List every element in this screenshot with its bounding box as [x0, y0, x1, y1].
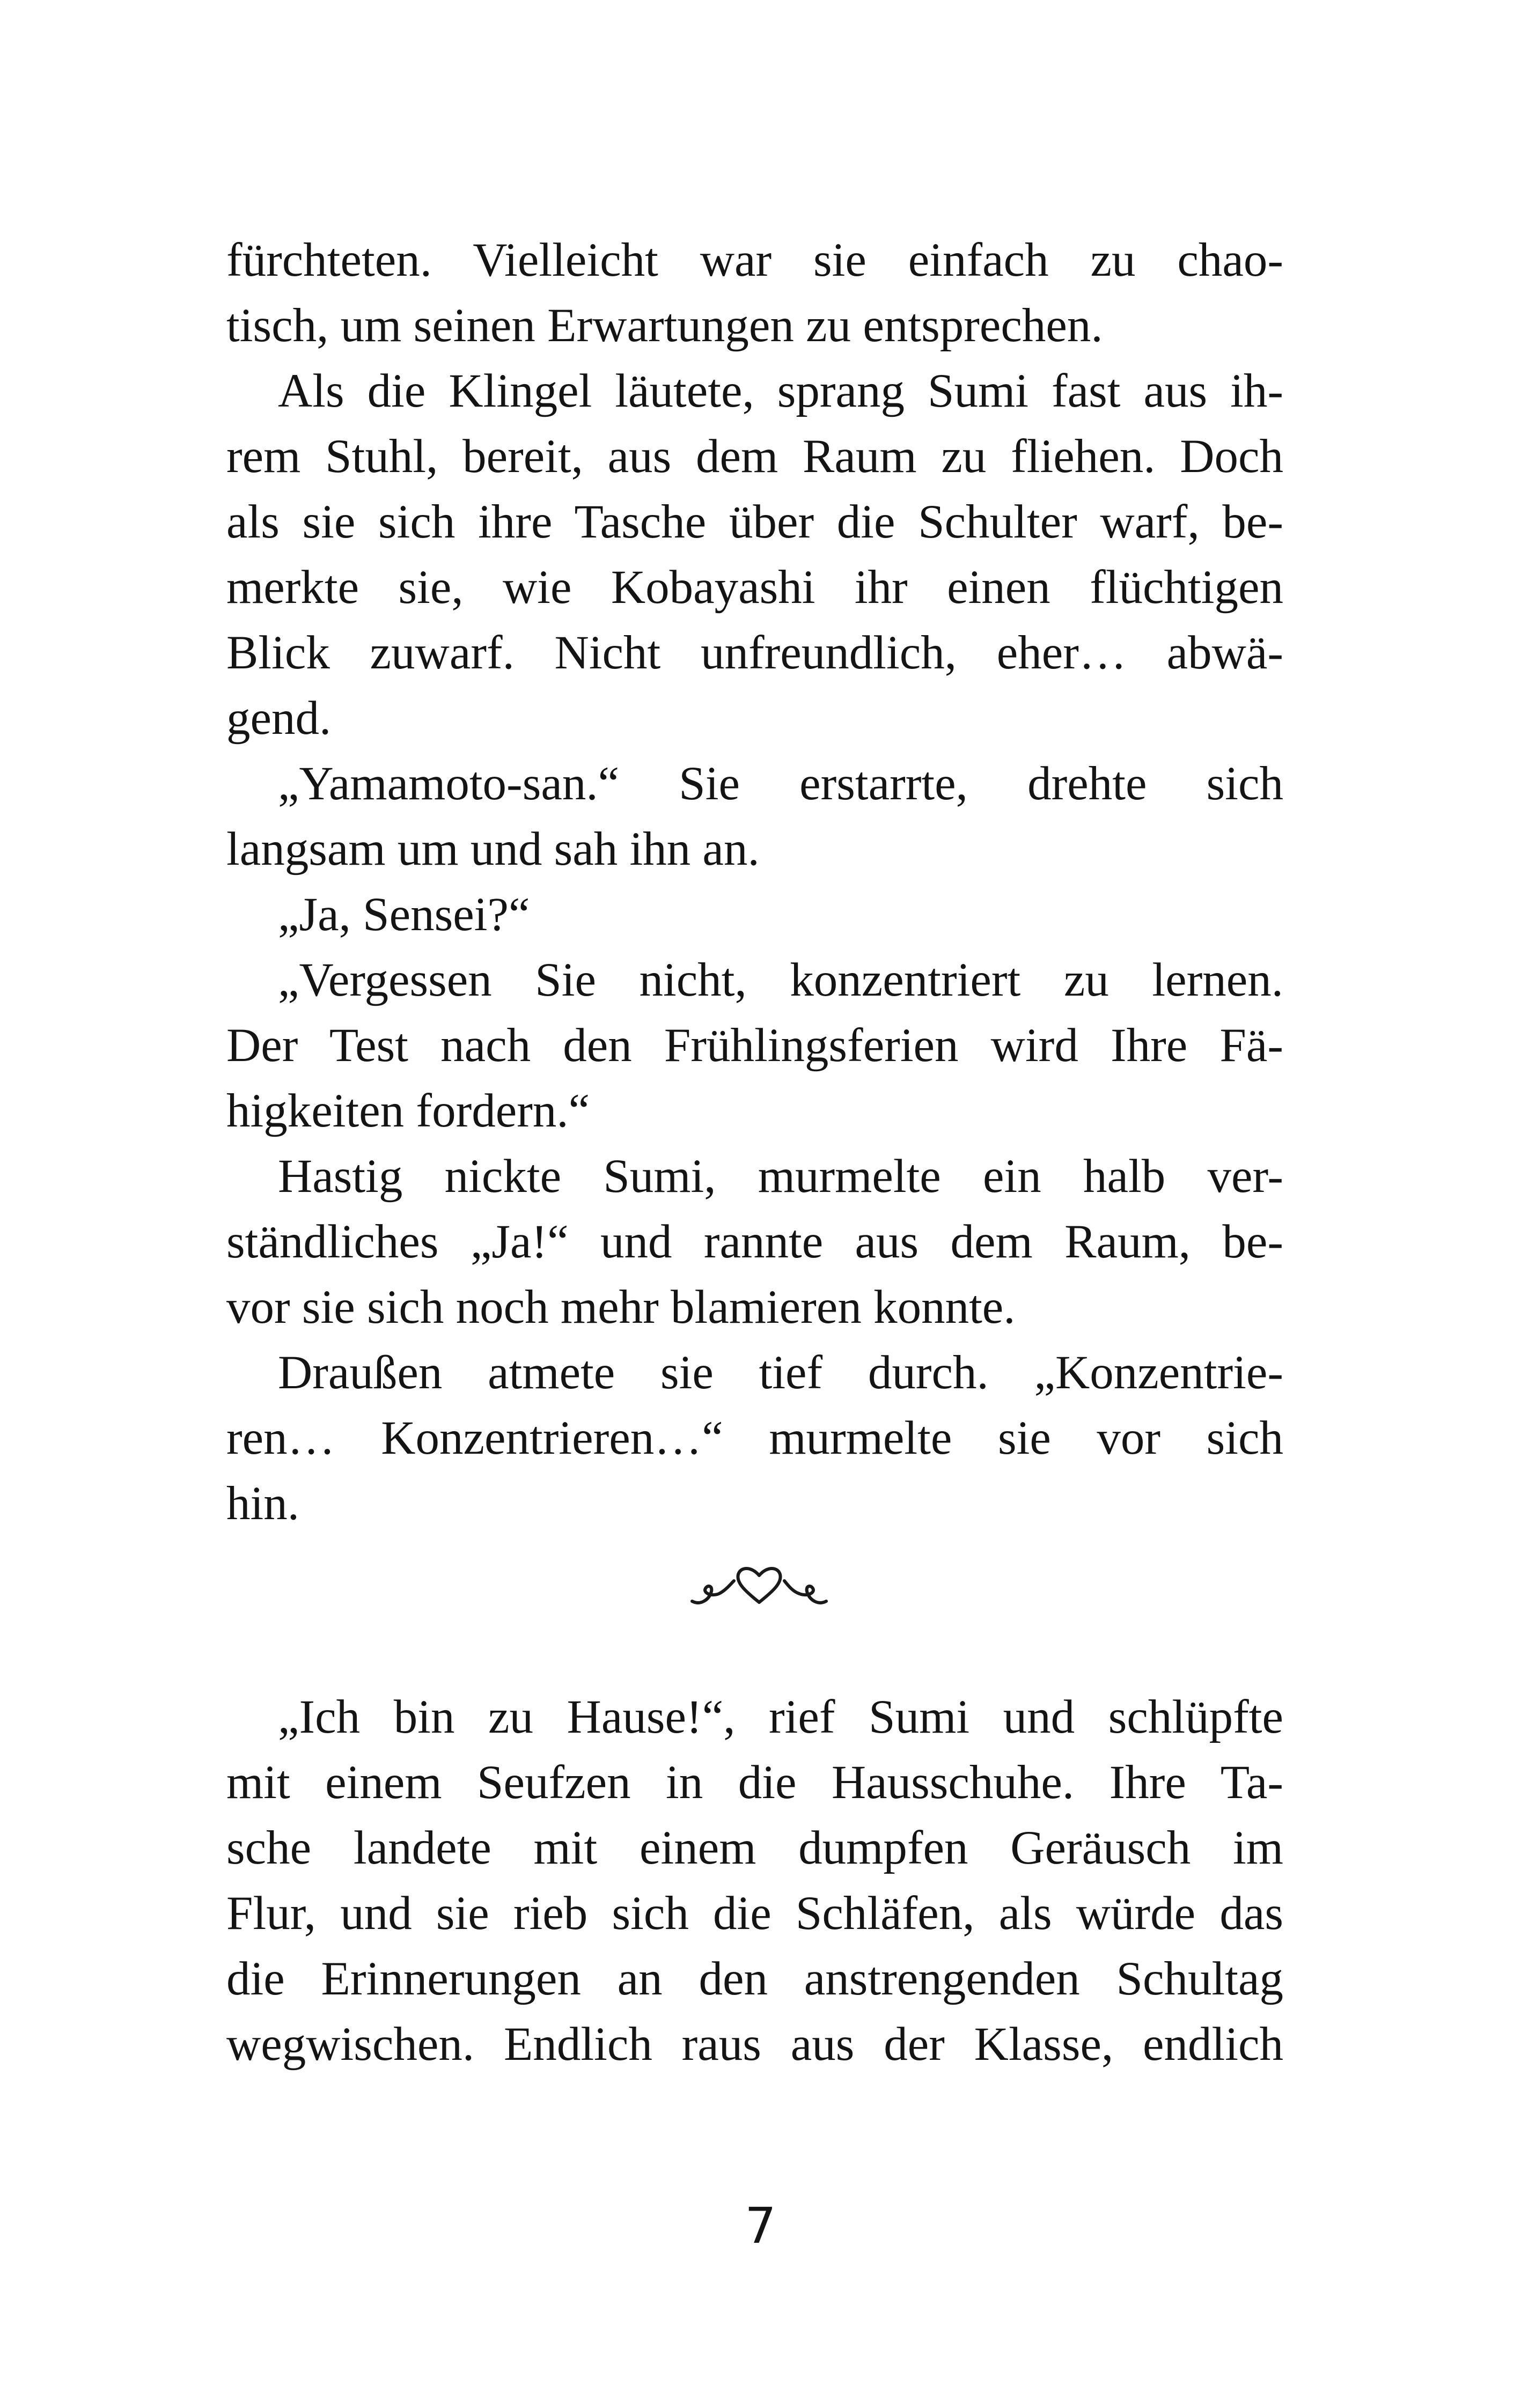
- text-line: langsam um und sah ihn an.: [226, 823, 760, 875]
- text-line: vor sie sich noch mehr blamieren konnte.: [226, 1281, 1016, 1334]
- text-line: wegwischen. Endlich raus aus der Klasse, endlich: [226, 2018, 1283, 2071]
- paragraph-first-line: „Ich bin zu Hause!“, rief Sumi und schlüpfte: [278, 1691, 1283, 1743]
- text-line: rem Stuhl, bereit, aus dem Raum zu fliehen. Doch: [226, 430, 1283, 483]
- paragraph-first-line: „Ja, Sensei?“: [278, 888, 530, 941]
- text-line: mit einem Seufzen in die Hausschuhe. Ihre Ta-: [226, 1756, 1283, 1809]
- text-line: ren… Konzentrieren…“ murmelte sie vor sich: [226, 1412, 1283, 1464]
- text-line: merkte sie, wie Kobayashi ihr einen flüchtigen: [226, 561, 1283, 614]
- paragraph-first-line: Als die Klingel läutete, sprang Sumi fast aus ih-: [278, 365, 1283, 417]
- text-line: tisch, um seinen Erwartungen zu entsprechen.: [226, 299, 1103, 352]
- paragraph-first-line: „Vergessen Sie nicht, konzentriert zu lernen.: [278, 954, 1283, 1006]
- paragraph-first-line: Hastig nickte Sumi, murmelte ein halb ver-: [278, 1150, 1283, 1203]
- text-line: Blick zuwarf. Nicht unfreundlich, eher… abwä-: [226, 627, 1283, 679]
- text-line: gend.: [226, 692, 332, 745]
- paragraph-first-line: Draußen atmete sie tief durch. „Konzentrie-: [278, 1346, 1283, 1399]
- text-line: hin.: [226, 1477, 299, 1530]
- text-line: Flur, und sie rieb sich die Schläfen, als würde das: [226, 1887, 1283, 1940]
- text-line: sche landete mit einem dumpfen Geräusch im: [226, 1822, 1283, 1874]
- text-line: higkeiten fordern.“: [226, 1085, 590, 1137]
- heart-flourish-icon: [687, 1558, 832, 1612]
- text-section-1: [226, 227, 1283, 1536]
- text-line: fürchteten. Vielleicht war sie einfach zu chao-: [226, 234, 1283, 286]
- text-line: ständliches „Ja!“ und rannte aus dem Raum, be-: [226, 1216, 1283, 1268]
- text-line: die Erinnerungen an den anstrengenden Schultag: [226, 1953, 1283, 2005]
- text-line: Der Test nach den Frühlingsferien wird Ihre Fä-: [226, 1019, 1283, 1072]
- text-line: als sie sich ihre Tasche über die Schulter warf, be-: [226, 496, 1283, 548]
- text-section-2: [226, 1684, 1283, 2077]
- page-number: 7: [745, 2197, 776, 2255]
- paragraph-first-line: „Yamamoto-san.“ Sie erstarrte, drehte sich: [278, 757, 1283, 810]
